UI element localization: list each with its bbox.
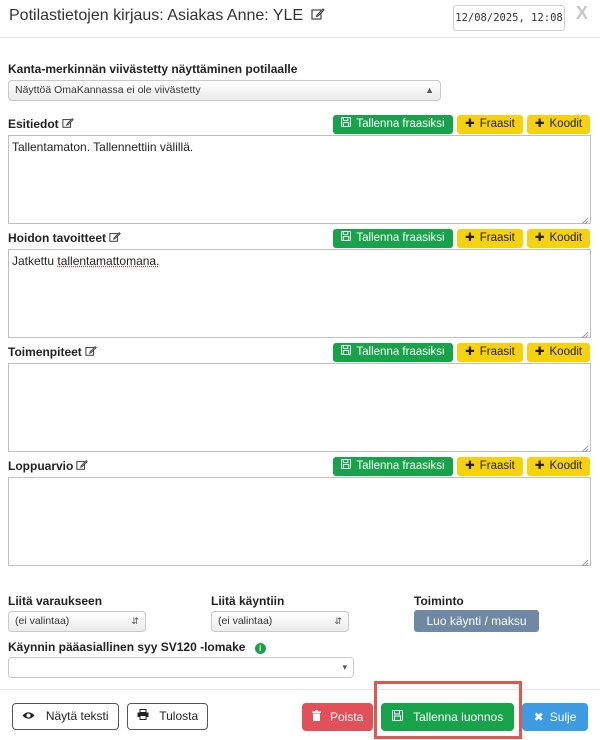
codes-button[interactable]: [527, 457, 590, 476]
codes-button[interactable]: [527, 115, 590, 134]
codes-button[interactable]: [527, 343, 590, 362]
codes-button[interactable]: [527, 229, 590, 248]
phrases-button[interactable]: [457, 457, 523, 476]
modal-title: [9, 7, 325, 26]
section-label: [8, 231, 121, 245]
plus-icon: ✚: [465, 460, 475, 472]
print-label: Tulosta: [159, 709, 199, 723]
resize-handle-icon[interactable]: [581, 442, 589, 450]
plus-icon: ✚: [465, 118, 475, 130]
save-icon: [392, 710, 406, 724]
section-label-text: Esitiedot: [8, 117, 59, 131]
codes-label: Koodit: [549, 346, 583, 358]
show-text-label: Näytä teksti: [45, 709, 109, 723]
kanta-label: Kanta-merkinnän viivästetty näyttäminen potilaalle: [8, 62, 298, 76]
section-label: [8, 345, 97, 359]
section-label: [8, 117, 74, 131]
link-visit-value: (ei valintaa): [218, 615, 273, 627]
save-phrase-label: Tallenna fraasiksi: [356, 232, 445, 244]
show-text-button[interactable]: [12, 703, 119, 730]
plus-icon: ✚: [534, 232, 545, 244]
save-icon: [341, 343, 351, 362]
section-textarea[interactable]: [8, 477, 591, 566]
edit-icon[interactable]: [106, 231, 121, 245]
save-icon: [341, 115, 351, 134]
plus-icon: ✚: [534, 346, 545, 358]
plus-icon: ✚: [465, 232, 475, 244]
resize-handle-icon[interactable]: [581, 214, 589, 222]
resize-handle-icon[interactable]: [581, 556, 589, 564]
reason-label-text: Käynnin pääasiallinen syy SV120 -lomake: [8, 640, 246, 654]
phrases-label: Fraasit: [479, 232, 515, 244]
phrases-label: Fraasit: [479, 346, 515, 358]
trash-icon: [312, 710, 324, 724]
save-phrase-label: Tallenna fraasiksi: [356, 118, 445, 130]
save-icon: [341, 457, 351, 476]
print-icon: [137, 709, 152, 723]
save-phrase-button[interactable]: [333, 229, 453, 248]
textarea-text: Jatkettu: [12, 254, 58, 268]
save-phrase-button[interactable]: [333, 457, 453, 476]
datetime-field[interactable]: 12/08/2025, 12:08: [453, 5, 565, 31]
title-text: Potilastietojen kirjaus: Asiakas Anne: YLE: [9, 7, 304, 24]
save-phrase-button[interactable]: [333, 343, 453, 362]
save-phrase-label: Tallenna fraasiksi: [356, 460, 445, 472]
codes-label: Koodit: [549, 232, 583, 244]
select-arrows-icon: ⇵: [131, 616, 139, 626]
kanta-select[interactable]: [8, 80, 441, 101]
close-label: Sulje: [549, 710, 577, 724]
section-textarea[interactable]: [8, 363, 591, 452]
plus-icon: ✚: [465, 346, 475, 358]
modal-header: [0, 0, 600, 38]
link-booking-select[interactable]: [8, 611, 146, 632]
eye-icon: [22, 709, 38, 723]
select-arrows-icon: ▲: [425, 85, 434, 95]
phrases-label: Fraasit: [479, 460, 515, 472]
times-icon: ✖: [533, 710, 544, 724]
textarea-text: Tallentamaton. Tallennettiin välillä.: [12, 140, 194, 154]
codes-label: Koodit: [549, 460, 583, 472]
section-textarea[interactable]: [8, 249, 591, 338]
edit-icon[interactable]: [59, 117, 74, 131]
section-label-text: Loppuarvio: [8, 459, 74, 473]
save-draft-label: Tallenna luonnos: [413, 710, 504, 724]
save-phrase-label: Tallenna fraasiksi: [356, 346, 445, 358]
link-booking-value: (ei valintaa): [15, 615, 70, 627]
codes-label: Koodit: [549, 118, 583, 130]
kanta-select-value: Näyttöä OmaKannassa ei ole viivästetty: [15, 84, 201, 96]
close-icon[interactable]: X: [576, 3, 589, 23]
chevron-down-icon: ▾: [342, 662, 347, 672]
info-icon[interactable]: i: [255, 643, 266, 654]
resize-handle-icon[interactable]: [581, 328, 589, 336]
phrases-button[interactable]: [457, 115, 523, 134]
plus-icon: ✚: [534, 118, 545, 130]
reason-select[interactable]: [8, 657, 354, 678]
link-visit-select[interactable]: [211, 611, 349, 632]
section-label: [8, 459, 88, 473]
save-draft-button[interactable]: [381, 703, 514, 731]
plus-icon: ✚: [534, 460, 545, 472]
textarea-text-flagged: tallentamattomana.: [57, 254, 160, 268]
edit-icon[interactable]: [82, 345, 97, 359]
section-textarea[interactable]: [8, 135, 591, 224]
create-visit-button[interactable]: Luo käynti / maksu: [414, 610, 539, 632]
delete-label: Poista: [329, 710, 364, 724]
save-phrase-button[interactable]: [333, 115, 453, 134]
section-label-text: Hoidon tavoitteet: [8, 231, 106, 245]
save-icon: [341, 229, 351, 248]
reason-label: [8, 640, 266, 654]
link-visit-label: Liitä käyntiin: [211, 594, 285, 608]
print-button[interactable]: [127, 703, 208, 730]
delete-button[interactable]: [302, 703, 373, 731]
phrases-button[interactable]: [457, 229, 523, 248]
close-button[interactable]: [522, 703, 588, 731]
select-arrows-icon: ⇵: [334, 616, 342, 626]
edit-icon[interactable]: [311, 7, 325, 26]
action-label: Toiminto: [414, 594, 464, 608]
phrases-label: Fraasit: [479, 118, 515, 130]
edit-icon[interactable]: [73, 459, 88, 473]
phrases-button[interactable]: [457, 343, 523, 362]
link-booking-label: Liitä varaukseen: [8, 594, 103, 608]
section-label-text: Toimenpiteet: [8, 345, 82, 359]
